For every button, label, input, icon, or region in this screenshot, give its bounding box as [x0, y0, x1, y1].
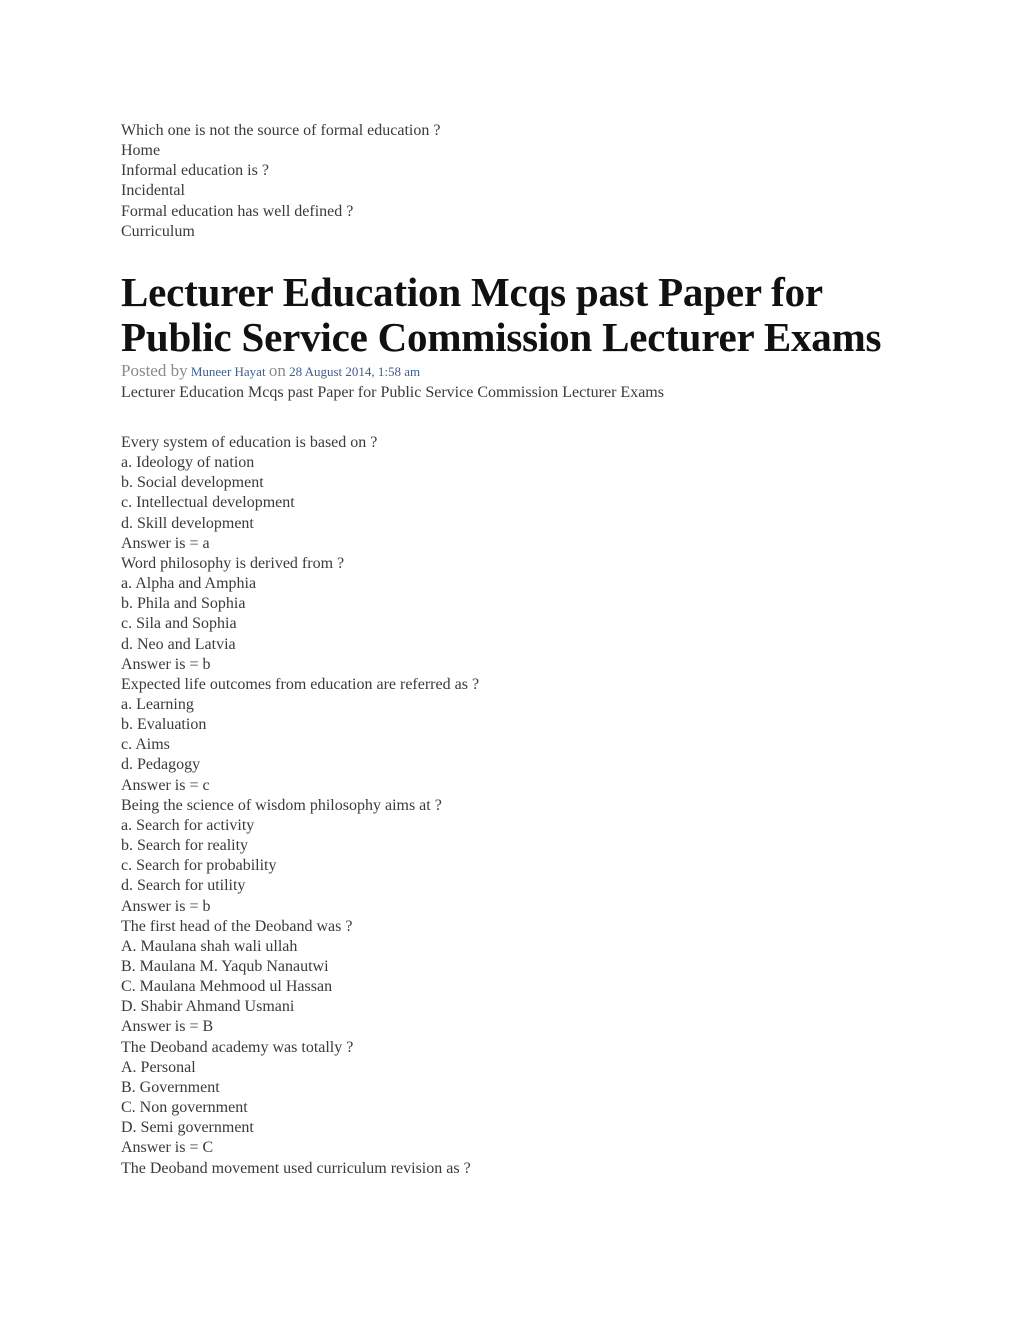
- intro-line: Curriculum: [121, 222, 195, 240]
- mcq-line: B. Government: [121, 1078, 220, 1096]
- mcq-line: Answer is = B: [121, 1018, 214, 1036]
- intro-line: Which one is not the source of formal education ?: [121, 122, 441, 139]
- mcq-list: [121, 433, 921, 1179]
- mcq-line: d. Search for utility: [121, 877, 246, 895]
- post-date-link[interactable]: 28 August 2014, 1:58 am: [289, 363, 421, 379]
- post-meta: [121, 361, 921, 382]
- mcq-line: D. Semi government: [121, 1119, 254, 1137]
- intro-line: Formal education has well defined ?: [121, 202, 354, 220]
- mcq-line: a. Alpha and Amphia: [121, 575, 257, 593]
- mcq-line: Answer is = c: [121, 776, 210, 794]
- mcq-line: A. Personal: [121, 1058, 196, 1076]
- intro-line: Informal education is ?: [121, 162, 269, 180]
- posted-by-label: Posted by: [121, 360, 188, 380]
- article-title: Lecturer Education Mcqs past Paper for Public Service Commission Lecturer Exams: [121, 268, 882, 360]
- mcq-line: c. Sila and Sophia: [121, 615, 237, 633]
- on-label: on: [268, 360, 286, 380]
- mcq-line: b. Phila and Sophia: [121, 595, 246, 613]
- article-subtitle: Lecturer Education Mcqs past Paper for Public Service Commission Lecturer Exams: [121, 383, 664, 401]
- mcq-line: c. Aims: [121, 736, 170, 754]
- mcq-line: b. Social development: [121, 474, 264, 492]
- intro-block: [121, 121, 921, 242]
- author-link[interactable]: Muneer Hayat: [190, 363, 266, 379]
- mcq-line: a. Learning: [121, 695, 194, 713]
- mcq-line: The first head of the Deoband was ?: [121, 917, 353, 935]
- mcq-line: Expected life outcomes from education are referred as ?: [121, 675, 480, 693]
- mcq-line: d. Neo and Latvia: [121, 635, 236, 653]
- mcq-line: D. Shabir Ahmand Usmani: [121, 998, 295, 1016]
- mcq-line: d. Pedagogy: [121, 756, 201, 774]
- mcq-line: C. Non government: [121, 1099, 248, 1117]
- mcq-line: Answer is = b: [121, 897, 211, 915]
- mcq-line: Answer is = C: [121, 1139, 214, 1157]
- mcq-line: A. Maulana shah wali ullah: [121, 937, 298, 955]
- intro-line: Incidental: [121, 182, 185, 200]
- mcq-line: The Deoband movement used curriculum revision as ?: [121, 1159, 471, 1177]
- mcq-line: Answer is = a: [121, 534, 210, 552]
- mcq-line: c. Search for probability: [121, 857, 277, 875]
- mcq-line: Answer is = b: [121, 655, 211, 673]
- mcq-line: Every system of education is based on ?: [121, 433, 378, 451]
- page-content: [121, 121, 921, 1179]
- mcq-line: Being the science of wisdom philosophy aims at ?: [121, 796, 442, 814]
- mcq-line: The Deoband academy was totally ?: [121, 1038, 354, 1056]
- intro-line: Home: [121, 142, 161, 160]
- mcq-line: b. Evaluation: [121, 716, 207, 734]
- mcq-line: Word philosophy is derived from ?: [121, 554, 345, 572]
- mcq-line: a. Search for activity: [121, 816, 255, 834]
- mcq-line: a. Ideology of nation: [121, 454, 255, 472]
- mcq-line: d. Skill development: [121, 514, 254, 532]
- mcq-line: b. Search for reality: [121, 837, 249, 855]
- mcq-line: B. Maulana M. Yaqub Nanautwi: [121, 958, 329, 975]
- mcq-line: c. Intellectual development: [121, 494, 295, 512]
- mcq-line: C. Maulana Mehmood ul Hassan: [121, 978, 333, 996]
